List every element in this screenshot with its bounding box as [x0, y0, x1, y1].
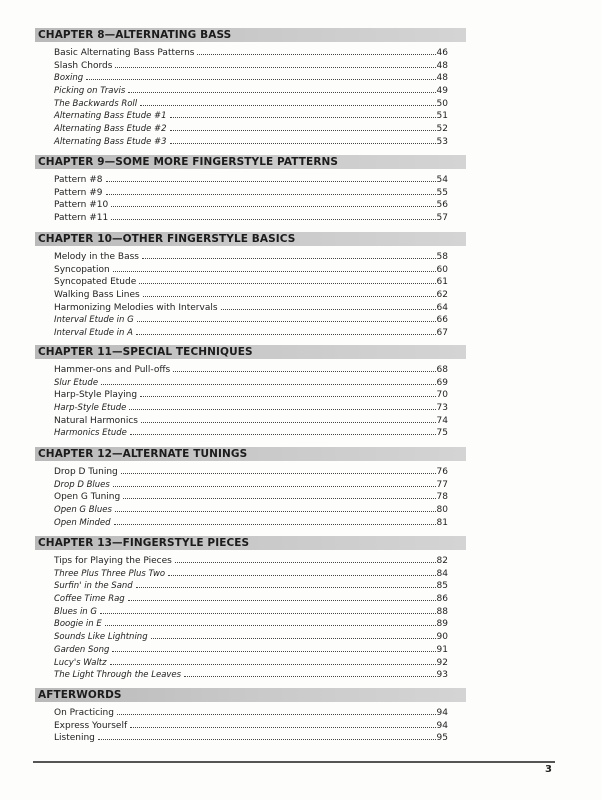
dot-leader: [98, 739, 436, 740]
dot-leader: [151, 638, 436, 639]
entry-page: 49: [436, 86, 448, 97]
dot-leader: [128, 600, 436, 601]
entry-page: 94: [436, 708, 448, 718]
dot-leader: [86, 79, 435, 80]
entry-title: Pattern #11: [54, 213, 109, 224]
entry-title: Drop D Tuning: [54, 467, 118, 477]
entry-title: Open Minded: [54, 517, 111, 528]
entry-title: Alternating Bass Etude #3: [54, 136, 167, 147]
entry-page: 86: [436, 594, 448, 605]
dot-leader: [141, 422, 436, 423]
entry-title: Hammer-ons and Pull-offs: [54, 365, 171, 375]
toc-entry: [35, 580, 448, 593]
entry-title: Tips for Playing the Pieces: [54, 556, 172, 566]
chapter-heading: CHAPTER 13—FINGERSTYLE PIECES: [35, 536, 466, 550]
entry-title: Basic Alternating Bass Patterns: [54, 48, 195, 58]
toc-entry: [35, 657, 448, 670]
toc-entry: [35, 389, 448, 402]
entry-page: 80: [436, 505, 448, 516]
entry-title: Melody in the Bass: [54, 252, 139, 262]
footer-rule: [33, 761, 555, 763]
toc-entry: [35, 415, 448, 428]
toc-entry: [35, 669, 448, 682]
dot-leader: [106, 194, 436, 195]
entry-title: Harp-Style Etude: [54, 403, 127, 414]
dot-leader: [140, 105, 435, 106]
dot-leader: [139, 283, 435, 284]
entry-title: Walking Bass Lines: [54, 290, 140, 301]
toc-entry: [35, 251, 448, 264]
dot-leader: [114, 524, 436, 525]
entry-page: 75: [436, 428, 448, 439]
entry-title: Syncopated Etude: [54, 277, 137, 288]
toc-entry: [35, 187, 448, 200]
entry-page: 52: [436, 124, 448, 135]
entry-title: Drop D Blues: [54, 479, 110, 490]
dot-leader: [115, 511, 436, 512]
page-number: 3: [545, 764, 552, 775]
entry-page: 73: [436, 403, 448, 414]
entry-page: 88: [436, 606, 448, 617]
chapter-heading: CHAPTER 8—ALTERNATING BASS: [35, 28, 466, 42]
entry-page: 61: [436, 277, 448, 288]
entry-page: 93: [436, 670, 448, 681]
toc-entry: [35, 276, 448, 289]
toc-entry: [35, 707, 448, 720]
entry-title: Open G Blues: [54, 505, 112, 516]
dot-leader: [129, 409, 435, 410]
toc-entry: [35, 427, 448, 440]
dot-leader: [130, 434, 436, 435]
toc-entry: [35, 199, 448, 212]
entry-page: 76: [436, 467, 448, 477]
chapter-heading: AFTERWORDS: [35, 688, 466, 702]
entry-page: 77: [436, 479, 448, 490]
entry-page: 48: [436, 60, 448, 71]
toc-entry: [35, 555, 448, 568]
toc-entry: [35, 314, 448, 327]
dot-leader: [105, 625, 436, 626]
entry-title: Lucy's Waltz: [54, 657, 107, 668]
entry-page: 74: [436, 415, 448, 426]
entry-title: Slash Chords: [54, 60, 113, 71]
toc-entry: [35, 631, 448, 644]
dot-leader: [143, 296, 436, 297]
toc-entry: [35, 720, 448, 733]
toc-entry: [35, 644, 448, 657]
dot-leader: [170, 143, 436, 144]
entry-page: 50: [436, 98, 448, 109]
toc-entry: [35, 136, 448, 149]
entry-title: Open G Tuning: [54, 492, 121, 503]
entry-page: 81: [436, 517, 448, 528]
dot-leader: [221, 309, 436, 310]
entry-title: Alternating Bass Etude #1: [54, 111, 167, 122]
entry-title: Pattern #10: [54, 200, 109, 211]
dot-leader: [111, 219, 435, 220]
entry-title: Garden Song: [54, 644, 110, 655]
dot-leader: [128, 92, 435, 93]
entry-title: Harp-Style Playing: [54, 390, 138, 401]
entry-page: 84: [436, 568, 448, 579]
entry-page: 57: [436, 213, 448, 224]
toc-entry: [35, 466, 448, 479]
toc-section: [35, 345, 466, 440]
entry-page: 90: [436, 632, 448, 643]
entry-page: 68: [436, 365, 448, 375]
dot-leader: [170, 130, 436, 131]
entry-page: 62: [436, 290, 448, 301]
dot-leader: [110, 664, 436, 665]
dot-leader: [173, 371, 435, 372]
entry-title: Boxing: [54, 73, 84, 84]
toc-entry: [35, 85, 448, 98]
toc-entry: [35, 47, 448, 60]
dot-leader: [121, 473, 436, 474]
toc-entry: [35, 289, 448, 302]
entry-title: On Practicing: [54, 708, 114, 718]
entry-page: 85: [436, 581, 448, 592]
dot-leader: [113, 486, 436, 487]
entry-page: 60: [436, 264, 448, 275]
entry-title: Blues in G: [54, 606, 97, 617]
entry-title: Syncopation: [54, 264, 110, 275]
toc-entry: [35, 568, 448, 581]
dot-leader: [112, 651, 435, 652]
dot-leader: [106, 181, 436, 182]
dot-leader: [175, 562, 436, 563]
dot-leader: [137, 321, 436, 322]
toc-entry: [35, 327, 448, 340]
toc-entry: [35, 504, 448, 517]
toc-entry: [35, 606, 448, 619]
toc-section: [35, 232, 466, 340]
toc-section: [35, 155, 466, 225]
toc-section: [35, 28, 466, 149]
toc-entry: [35, 72, 448, 85]
toc-section: [35, 536, 466, 682]
entry-page: 58: [436, 252, 448, 262]
entry-page: 82: [436, 556, 448, 566]
entry-title: Picking on Travis: [54, 86, 126, 97]
toc-entry: [35, 364, 448, 377]
entry-title: Alternating Bass Etude #2: [54, 124, 167, 135]
dot-leader: [100, 613, 436, 614]
toc-entry: [35, 732, 448, 745]
dot-leader: [111, 206, 435, 207]
toc-entry: [35, 98, 448, 111]
toc-entry: [35, 60, 448, 73]
entry-title: Three Plus Three Plus Two: [54, 568, 166, 579]
entry-title: Pattern #9: [54, 187, 103, 198]
entry-page: 55: [436, 187, 448, 198]
entry-title: The Backwards Roll: [54, 98, 138, 109]
entry-page: 64: [436, 302, 448, 313]
toc-entry: [35, 491, 448, 504]
entry-page: 89: [436, 619, 448, 630]
chapter-heading: CHAPTER 10—OTHER FINGERSTYLE BASICS: [35, 232, 466, 246]
toc-entry: [35, 479, 448, 492]
toc-entry: [35, 264, 448, 277]
toc-section: [35, 447, 466, 529]
toc-entry: [35, 174, 448, 187]
entry-title: Boogie in E: [54, 619, 102, 630]
toc-entry: [35, 377, 448, 390]
toc-entry: [35, 402, 448, 415]
toc-entry: [35, 618, 448, 631]
entry-page: 56: [436, 200, 448, 211]
chapter-heading: CHAPTER 12—ALTERNATE TUNINGS: [35, 447, 466, 461]
entry-title: Surfin' in the Sand: [54, 581, 133, 592]
dot-leader: [184, 676, 435, 677]
dot-leader: [136, 587, 436, 588]
entry-page: 66: [436, 315, 448, 326]
dot-leader: [140, 396, 435, 397]
dot-leader: [123, 498, 435, 499]
dot-leader: [115, 67, 435, 68]
dot-leader: [113, 271, 436, 272]
dot-leader: [170, 117, 436, 118]
entry-title: Coffee Time Rag: [54, 594, 125, 605]
entry-title: The Light Through the Leaves: [54, 670, 182, 681]
entry-page: 54: [436, 175, 448, 185]
entry-title: Sounds Like Lightning: [54, 632, 148, 643]
entry-page: 78: [436, 492, 448, 503]
entry-page: 95: [436, 733, 448, 744]
toc-entry: [35, 302, 448, 315]
entry-page: 69: [436, 377, 448, 388]
entry-title: Harmonics Etude: [54, 428, 127, 439]
entry-page: 92: [436, 657, 448, 668]
toc-entry: [35, 110, 448, 123]
entry-page: 48: [436, 73, 448, 84]
toc-entry: [35, 123, 448, 136]
toc-entry: [35, 212, 448, 225]
chapter-heading: CHAPTER 11—SPECIAL TECHNIQUES: [35, 345, 466, 359]
entry-title: Listening: [54, 733, 95, 744]
dot-leader: [168, 575, 435, 576]
entry-page: 70: [436, 390, 448, 401]
entry-page: 91: [436, 644, 448, 655]
entry-page: 51: [436, 111, 448, 122]
dot-leader: [130, 727, 435, 728]
entry-title: Slur Etude: [54, 377, 99, 388]
entry-title: Interval Etude in G: [54, 315, 134, 326]
dot-leader: [142, 258, 436, 259]
entry-page: 53: [436, 136, 448, 147]
entry-title: Express Yourself: [54, 720, 128, 731]
dot-leader: [101, 384, 435, 385]
entry-page: 67: [436, 328, 448, 339]
dot-leader: [136, 334, 436, 335]
entry-title: Interval Etude in A: [54, 328, 133, 339]
dot-leader: [117, 714, 436, 715]
entry-title: Harmonizing Melodies with Intervals: [54, 302, 218, 313]
entry-page: 46: [436, 48, 448, 58]
toc-entry: [35, 517, 448, 530]
entry-page: 94: [436, 720, 448, 731]
chapter-heading: CHAPTER 9—SOME MORE FINGERSTYLE PATTERNS: [35, 155, 466, 169]
entry-title: Pattern #8: [54, 175, 103, 185]
dot-leader: [197, 54, 435, 55]
toc-entry: [35, 593, 448, 606]
toc-section: [35, 688, 466, 745]
entry-title: Natural Harmonics: [54, 415, 138, 426]
